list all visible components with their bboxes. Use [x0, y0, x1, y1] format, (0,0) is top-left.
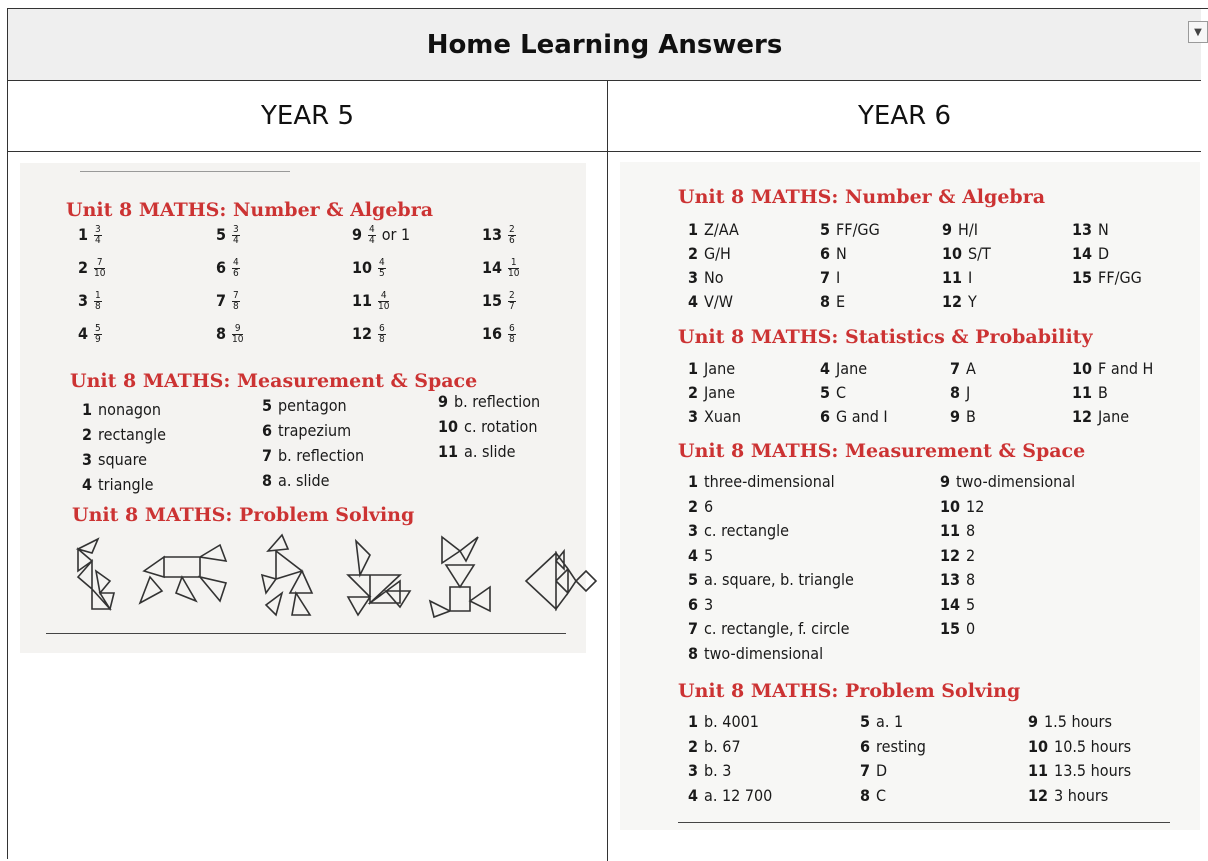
answer-item: 9 $\frac{4}{4}$ or 1 [352, 224, 411, 246]
tangram-dog-icon [140, 545, 226, 603]
column-label-year5: YEAR 5 [261, 101, 354, 131]
answer-item: 4 5 [688, 545, 714, 565]
answer-item: 8 C [860, 785, 887, 805]
fraction: $\frac{4}{6}$ [233, 257, 239, 279]
tangram-swan-icon [348, 541, 410, 615]
answer-item: 7 b. reflection [262, 446, 365, 465]
answer-item: 8 E [820, 292, 846, 311]
answer-item: 12 $\frac{6}{8}$ [352, 323, 385, 345]
fraction: $\frac{2}{7}$ [509, 290, 515, 312]
section-title-number-algebra: Unit 8 MATHS: Number & Algebra [678, 186, 1046, 208]
fraction: $\frac{3}{4}$ [233, 224, 239, 246]
section-title-statistics-probability: Unit 8 MATHS: Statistics & Probability [678, 326, 1093, 348]
fraction: $\frac{6}{8}$ [509, 323, 515, 345]
fraction: $\frac{1}{10}$ [508, 257, 520, 279]
answer-item: 5 C [820, 383, 847, 402]
answer-item: 10 F and H [1072, 359, 1154, 378]
answer-item: 4 a. 12 700 [688, 785, 773, 805]
fraction: $\frac{7}{8}$ [233, 290, 239, 312]
answer-item: 16 $\frac{6}{8}$ [482, 323, 515, 345]
tangram-rabbit-icon [78, 539, 114, 609]
answer-item: 8 J [950, 383, 971, 402]
answer-item: 10 $\frac{4}{5}$ [352, 257, 385, 279]
answer-item: 3 Xuan [688, 407, 741, 426]
answer-item: 9 b. reflection [438, 392, 541, 411]
answer-item: 5 a. square, b. triangle [688, 570, 854, 589]
page-title: Home Learning Answers [426, 29, 783, 60]
answer-item: 1 Jane [688, 359, 736, 378]
answer-item: 12 Jane [1072, 407, 1130, 426]
answer-item: 1 $\frac{3}{4}$ [78, 224, 101, 246]
answer-item: 6 $\frac{4}{6}$ [216, 257, 239, 279]
answer-item: 7 $\frac{7}{8}$ [216, 290, 239, 312]
answer-item: 10 S/T [942, 244, 991, 263]
answer-item: 6 3 [688, 594, 714, 614]
tangram-camel-icon [262, 535, 312, 615]
answer-item: 2 Jane [688, 383, 736, 402]
answer-item: 6 trapezium [262, 421, 352, 440]
answer-item: 3 No [688, 268, 724, 287]
answer-item: 10 10.5 hours [1028, 736, 1132, 756]
fraction: $\frac{7}{10}$ [94, 257, 106, 279]
answer-item: 4 triangle [82, 475, 154, 494]
fraction: $\frac{6}{8}$ [379, 323, 385, 345]
answer-item: 2 rectangle [82, 425, 166, 444]
fraction: $\frac{5}{9}$ [95, 323, 101, 345]
answer-item: 9 B [950, 407, 976, 426]
column-divider [607, 81, 608, 861]
year6-answer-image [620, 162, 1200, 830]
answer-item: 5 a. 1 [860, 712, 904, 731]
answer-item: 15 $\frac{2}{7}$ [482, 290, 515, 312]
bottom-rule [46, 633, 566, 634]
top-rule [80, 171, 290, 172]
section-title-measurement-space: Unit 8 MATHS: Measurement & Space [70, 370, 478, 392]
year5-answer-image [20, 163, 586, 653]
answer-item: 14 5 [940, 594, 976, 614]
answer-item: 4 $\frac{5}{9}$ [78, 323, 101, 345]
answer-item: 4 V/W [688, 292, 733, 311]
fraction: $\frac{4}{4}$ [369, 224, 375, 246]
answer-item: 13 N [1072, 220, 1109, 239]
tangram-cat-icon [430, 537, 490, 617]
answer-item: 6 G and I [820, 407, 888, 426]
answer-item: 9 1.5 hours [1028, 712, 1112, 731]
answer-item: 14 D [1072, 244, 1110, 263]
answer-item: 2 6 [688, 496, 714, 516]
answer-item: 11 B [1072, 383, 1108, 402]
answer-item: 8 a. slide [262, 471, 330, 490]
answer-item: 11 13.5 hours [1028, 761, 1132, 780]
answer-item: 1 three-dimensional [688, 472, 835, 491]
answer-item: 10 12 [940, 496, 985, 516]
table-header [8, 9, 1201, 81]
answer-item: 2 $\frac{7}{10}$ [78, 257, 106, 279]
answer-item: 3 square [82, 450, 148, 469]
column-label-year6: YEAR 6 [858, 101, 951, 131]
answer-item: 7 I [820, 268, 841, 287]
answer-item: 15 FF/GG [1072, 268, 1142, 287]
answer-item: 13 $\frac{2}{6}$ [482, 224, 515, 246]
fraction: $\frac{9}{10}$ [232, 323, 244, 345]
answer-item: 3 c. rectangle [688, 521, 789, 540]
answer-item: 8 $\frac{9}{10}$ [216, 323, 244, 345]
answer-item: 10 c. rotation [438, 417, 538, 436]
answer-item: 12 2 [940, 545, 976, 565]
section-title-number-algebra: Unit 8 MATHS: Number & Algebra [66, 199, 434, 221]
answer-item: 7 c. rectangle, f. circle [688, 619, 850, 638]
bottom-rule [678, 822, 1170, 823]
column-header-year5 [8, 81, 607, 152]
dropdown-toggle[interactable] [1188, 21, 1208, 43]
fraction: $\frac{3}{4}$ [95, 224, 101, 246]
answer-item: 6 N [820, 244, 847, 263]
answer-item: 12 Y [942, 292, 977, 311]
answer-item: 2 b. 67 [688, 736, 741, 756]
answer-item: 3 b. 3 [688, 761, 732, 780]
answer-item: 13 8 [940, 570, 976, 589]
caret-down-icon: ▼ [1194, 26, 1202, 38]
column-header-year6 [608, 81, 1201, 152]
answer-item: 1 b. 4001 [688, 712, 759, 731]
answer-item: 14 $\frac{1}{10}$ [482, 257, 520, 279]
answer-item: 11 a. slide [438, 442, 516, 461]
answer-item: 11 I [942, 268, 973, 287]
answer-item: 2 G/H [688, 244, 731, 263]
answer-item: 11 $\frac{4}{10}$ [352, 290, 390, 312]
answer-item: 9 two-dimensional [940, 472, 1076, 491]
answer-item: 5 pentagon [262, 396, 347, 415]
fraction: $\frac{4}{10}$ [378, 290, 390, 312]
tangram-fish-icon [526, 551, 596, 609]
answer-item: 6 resting [860, 736, 926, 756]
answer-item: 15 0 [940, 619, 976, 638]
answer-item: 5 $\frac{3}{4}$ [216, 224, 239, 246]
tangram-figures [70, 531, 590, 621]
answer-item: 1 nonagon [82, 400, 161, 419]
answer-item: 3 $\frac{1}{8}$ [78, 290, 101, 312]
answer-item: 4 Jane [820, 359, 868, 378]
answer-item: 11 8 [940, 521, 976, 540]
answer-item: 9 H/I [942, 220, 978, 239]
section-title-measurement-space: Unit 8 MATHS: Measurement & Space [678, 440, 1086, 462]
fraction: $\frac{2}{6}$ [509, 224, 515, 246]
fraction: $\frac{4}{5}$ [379, 257, 385, 279]
section-title-problem-solving: Unit 8 MATHS: Problem Solving [678, 680, 1021, 702]
fraction: $\frac{1}{8}$ [95, 290, 101, 312]
answer-item: 5 FF/GG [820, 220, 880, 239]
answer-item: 1 Z/AA [688, 220, 739, 239]
answer-item: 7 A [950, 359, 976, 378]
answer-item: 7 D [860, 761, 888, 780]
answer-item: 12 3 hours [1028, 785, 1109, 805]
section-title-problem-solving: Unit 8 MATHS: Problem Solving [72, 504, 415, 526]
answer-item: 8 two-dimensional [688, 643, 824, 663]
